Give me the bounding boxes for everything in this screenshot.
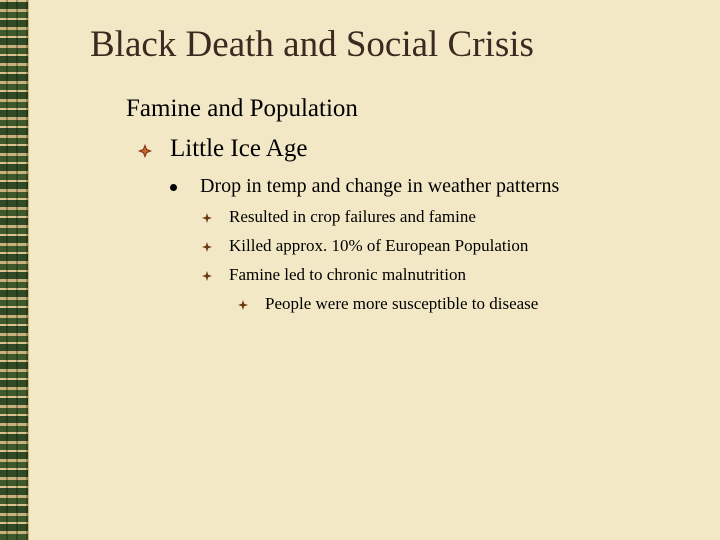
subsubpoint-disease: People were more susceptible to disease: [265, 294, 539, 313]
level3-bullet-icon: [170, 184, 177, 191]
subpoint-population-killed: Killed approx. 10% of European Population: [229, 236, 529, 255]
subpoint-crop-failures: Resulted in crop failures and famine: [229, 207, 476, 226]
level2-bullet-icon: [138, 144, 152, 158]
slide-title: Black Death and Social Crisis: [90, 24, 534, 65]
point-weather: Drop in temp and change in weather patterns: [200, 175, 560, 197]
decorative-left-strip: [0, 0, 29, 540]
level4-bullet-icon: [202, 271, 212, 281]
level4-bullet-icon: [202, 213, 212, 223]
subheading-little-ice-age: Little Ice Age: [170, 135, 308, 162]
level4-bullet-icon: [202, 242, 212, 252]
heading-famine-population: Famine and Population: [126, 95, 358, 122]
subpoint-malnutrition: Famine led to chronic malnutrition: [229, 265, 467, 284]
level5-bullet-icon: [238, 300, 248, 310]
